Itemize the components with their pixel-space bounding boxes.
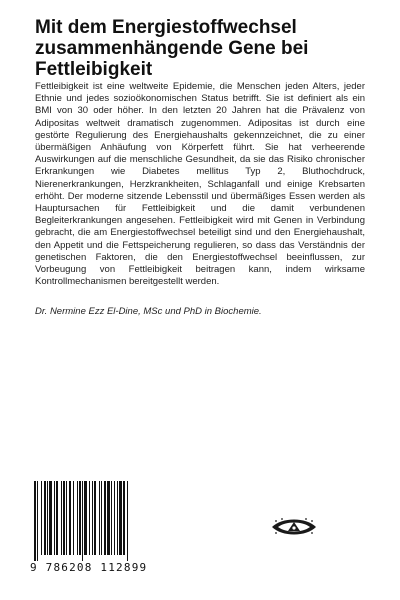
- barcode-bar: [44, 481, 46, 555]
- author-credit: Dr. Nermine Ezz El-Dine, MSc und PhD in Biochemie.: [35, 306, 262, 317]
- barcode-bar: [127, 481, 128, 561]
- barcode-bar: [111, 481, 112, 555]
- barcode-bar: [99, 481, 100, 555]
- barcode-bar: [34, 481, 36, 561]
- barcode-bars: [34, 481, 166, 561]
- barcode-bar: [123, 481, 125, 555]
- book-description: Fettleibigkeit ist eine weltweite Epidemie, die Menschen jeden Alters, jeder Ethnie und jedes sozioökonomischen Status betrifft. Sie ist definiert als ein BMI von 30 oder höher. In den letzten 20 Jahren hat die Prävalenz von Adipositas weltweit dramatisch zugenommen. Adipositas ist durch eine gestörte Regulierung des Energiehaushalts gekennzeichnet, die zu einer übermäßigen Anhäufung von Körperfett führt. Sie hat verheerende Auswirkungen auf die menschliche Gesundheit, da sie das Risiko chronischer Erkrankungen wie Diabetes mellitus Typ 2, Bluthochdruck, Nierenerkrankungen, Herzkrankheiten, Schlaganfall und einige Krebsarten erhöht. Der moderne sitzende Lebensstil und übermäßiges Essen werden als Hauptursachen für Fettleibigkeit und die damit verbundenen Begleiterkrankungen angesehen. Fettleibigkeit wird mit Genen in Verbindung gebracht, die am Energiestoffwechsel beteiligt sind und den Energiehaushalt, den Appetit und die Fettspeicherung regulieren, so dass das Verständnis der genetischen Faktoren, die den Energiestoffwechsel beeinflussen, zur Vorbeugung von Fettleibigkeit beitragen kann, indem wirksame Kontrollmechanismen bereitgestellt werden.: [35, 81, 365, 288]
- barcode-bar: [82, 481, 83, 561]
- barcode-bar: [69, 481, 71, 555]
- barcode-bar: [119, 481, 122, 555]
- barcode-bar: [107, 481, 110, 555]
- barcode-bar: [114, 481, 115, 555]
- barcode-bar: [104, 481, 106, 555]
- isbn-number: 9 786208 112899: [30, 561, 148, 574]
- barcode-bar: [89, 481, 90, 555]
- barcode-bar: [84, 481, 87, 555]
- barcode-bar: [101, 481, 102, 555]
- barcode-bar: [73, 481, 74, 555]
- barcode-bar: [66, 481, 67, 555]
- barcode-bar: [61, 481, 62, 555]
- isbn-barcode: [30, 481, 170, 591]
- barcode-bar: [49, 481, 52, 555]
- barcode-bar: [79, 481, 81, 555]
- barcode-bar: [56, 481, 58, 555]
- barcode-bar: [37, 481, 38, 561]
- barcode-bar: [41, 481, 42, 555]
- book-title: Mit dem Energiestoffwechsel zusammenhängende Gene bei Fettleibigkeit: [35, 17, 309, 80]
- barcode-bar: [54, 481, 55, 555]
- barcode-bar: [63, 481, 65, 555]
- barcode-bar: [117, 481, 118, 555]
- publisher-emblem-icon: [270, 516, 318, 538]
- barcode-bar: [77, 481, 78, 555]
- barcode-bar: [94, 481, 96, 555]
- barcode-bar: [47, 481, 48, 555]
- barcode-bar: [92, 481, 93, 555]
